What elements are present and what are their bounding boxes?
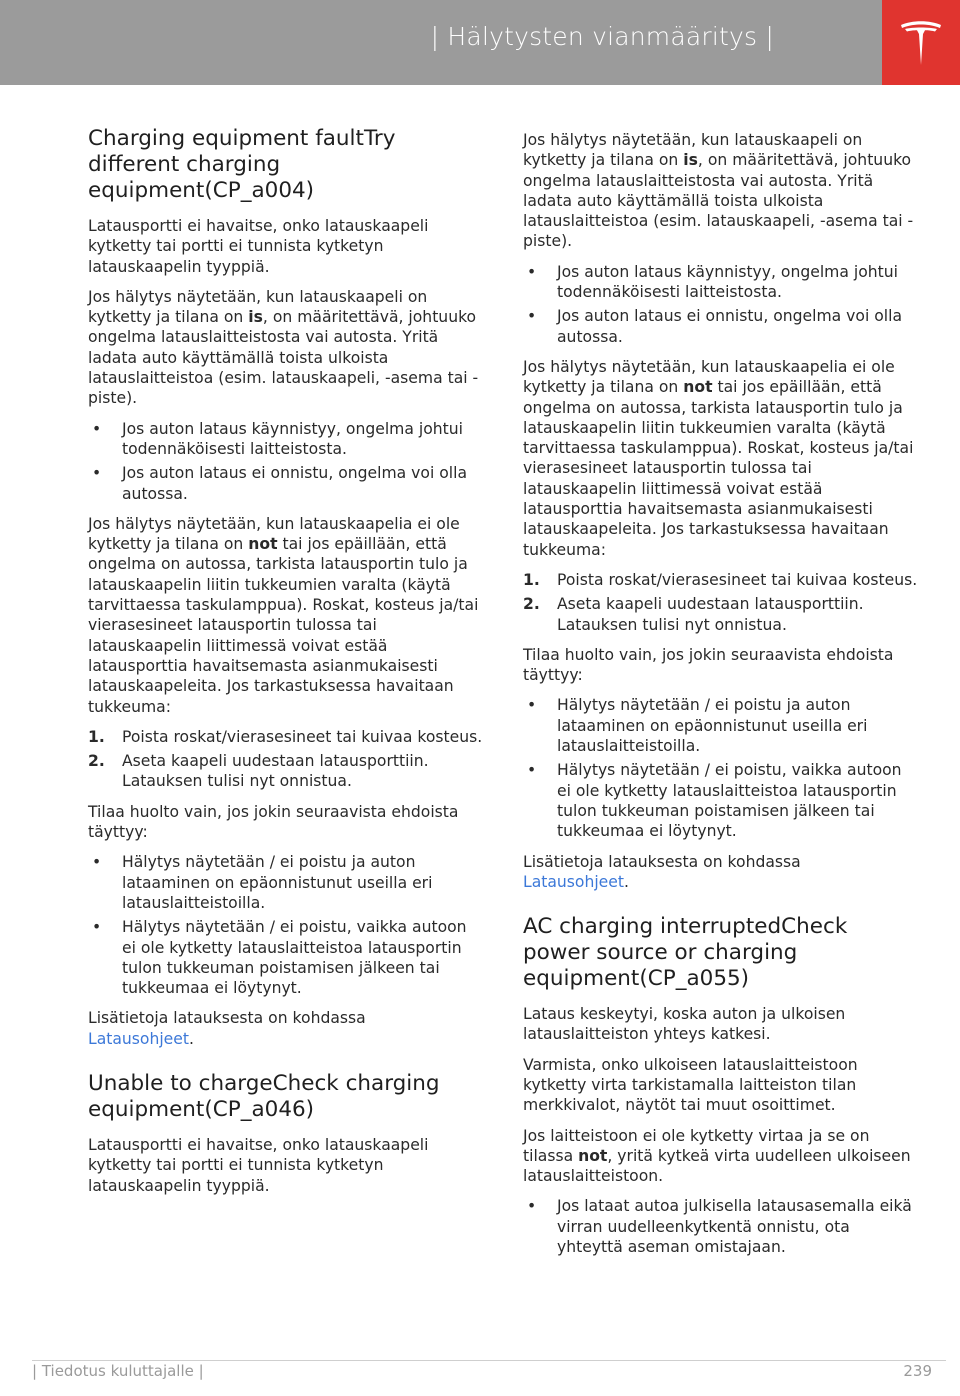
paragraph: Tilaa huolto vain, jos jokin seuraavista ehdoista täyttyy:: [88, 802, 459, 842]
list-item: • Jos auton lataus ei onnistu, ongelma voi olla autossa.: [92, 464, 468, 503]
list-item: 1. Poista roskat/vierasesineet tai kuivaa kosteus.: [88, 727, 483, 746]
paragraph: Latausportti ei havaitse, onko latauskaapeli kytketty tai portti ei tunnista kytketyn latauskaapelin tyyppiä.: [88, 217, 429, 276]
paragraph: Lisätietoja latauksesta on kohdassa Latausohjeet.: [523, 852, 801, 891]
list-item: 2. Aseta kaapeli uudestaan latausporttiin. Latauksen tulisi nyt onnistua.: [88, 752, 429, 791]
list-item: • Hälytys näytetään / ei poistu ja auton lataaminen on epäonnistunut useilla eri latauslaitteistoilla.: [92, 853, 433, 912]
paragraph: Lataus keskeytyi, koska auton ja ulkoisen latauslaitteiston yhteys katkesi.: [523, 1005, 846, 1044]
page-title: | Hälytysten vianmääritys |: [430, 22, 774, 51]
tesla-logo-icon: [898, 19, 944, 67]
list-item: • Hälytys näytetään / ei poistu ja auton lataaminen on epäonnistunut useilla eri latauslaitteistoilla.: [527, 696, 868, 756]
paragraph: Jos hälytys näytetään, kun latauskaapelia ei ole kytketty ja tilana on not tai jos epäillään, että ongelma on autossa, tarkista latausportin tulo ja latauskaapelin liitin tukkeumien varalta (käytä tarvittaessa taskulamppua). Roskat, kosteus ja/tai vierasesineet latausportin tulossa tai latauskaapelin liittimessä voivat estää latausporttia havaitsemasta asianmukaisesti latauskaapeleita. Jos tarkastuksessa havaitaan tukkeuma:: [523, 357, 914, 559]
bullet-list: [523, 1196, 918, 1257]
page-number: 239: [903, 1362, 932, 1380]
bullet-list: [523, 262, 918, 347]
numbered-list: [88, 727, 483, 792]
paragraph: Jos hälytys näytetään, kun latauskaapeli on kytketty ja tilana on is, on määritettävä, johtuuko ongelma latauslaitteistosta vai autosta. Yritä ladata auto käyttämällä toista ulkoista latauslaitteistoa (esim. latauskaapeli, -asema tai -piste).: [88, 287, 479, 408]
charging-instructions-link[interactable]: Latausohjeet: [523, 872, 624, 891]
logo-box: [882, 0, 960, 85]
paragraph: Jos laitteistoon ei ole kytketty virtaa ja se on tilassa not, yritä kytkeä virta uudelleen ulkoiseen latauslaitteistoon.: [523, 1126, 911, 1186]
paragraph: Latausportti ei havaitse, onko latauskaapeli kytketty tai portti ei tunnista kytketyn latauskaapelin tyyppiä.: [88, 1135, 429, 1195]
paragraph: Jos hälytys näytetään, kun latauskaapeli on kytketty ja tilana on is, on määritettävä, johtuuko ongelma latauslaitteistosta vai autosta. Yritä ladata auto käyttämällä toista ulkoista latauslaitteistoa (esim. latauskaapeli, -asema tai -piste).: [523, 131, 914, 251]
bullet-list: [88, 419, 483, 504]
footer-divider: [32, 1360, 946, 1361]
list-item: • Jos auton lataus käynnistyy, ongelma johtui todennäköisesti laitteistosta.: [92, 419, 463, 458]
page-header: [0, 0, 882, 85]
paragraph: Tilaa huolto vain, jos jokin seuraavista ehdoista täyttyy:: [523, 645, 894, 685]
charging-instructions-link[interactable]: Latausohjeet: [88, 1029, 189, 1048]
list-item: • Hälytys näytetään / ei poistu, vaikka autoon ei ole kytketty latauslaitteistoa latausportin tulon tukkeuman poistamisen jälkeen tai tukkeumaa ei löytynyt.: [92, 918, 467, 998]
list-item: • Jos lataat autoa julkisella latausasemalla eikä virran uudelleenkytkentä onnistu, ota yhteyttä aseman omistajaan.: [527, 1197, 912, 1257]
left-column: [88, 126, 483, 1206]
footer-text: | Tiedotus kuluttajalle |: [32, 1362, 204, 1380]
list-item: • Jos auton lataus käynnistyy, ongelma johtui todennäköisesti laitteistosta.: [527, 262, 898, 302]
list-item: 1. Poista roskat/vierasesineet tai kuivaa kosteus.: [523, 570, 918, 589]
list-item: • Hälytys näytetään / ei poistu, vaikka autoon ei ole kytketty latauslaitteistoa latausportin tulon tukkeuman poistamisen jälkeen tai tukkeumaa ei löytynyt.: [527, 761, 902, 841]
section-title-cp-a055: AC charging interruptedCheck power source or charging equipment(CP_a055): [523, 914, 848, 992]
bullet-list: [88, 852, 483, 998]
section-title-cp-a004: Charging equipment faultTry different charging equipment(CP_a004): [88, 126, 396, 203]
bullet-list: [523, 695, 918, 841]
paragraph: Varmista, onko ulkoiseen latauslaitteistoon kytketty virta tarkistamalla laitteiston tilan merkkivalot, näytöt tai muut osoittimet.: [523, 1055, 858, 1115]
list-item: 2. Aseta kaapeli uudestaan latausporttiin. Latauksen tulisi nyt onnistua.: [523, 595, 864, 634]
list-item: • Jos auton lataus ei onnistu, ongelma voi olla autossa.: [527, 307, 903, 346]
paragraph: Jos hälytys näytetään, kun latauskaapelia ei ole kytketty ja tilana on not tai jos epäillään, että ongelma on autossa, tarkista latausportin tulo ja latauskaapelin liitin tukkeumien varalta (käytä tarvittaessa taskulamppua). Roskat, kosteus ja/tai vierasesineet latausportin tulossa tai latauskaapelin liittimessä voivat estää latausporttia havaitsemasta asianmukaisesti latauskaapeleita. Jos tarkastuksessa havaitaan tukkeuma:: [88, 514, 479, 716]
numbered-list: [523, 570, 918, 635]
section-title-cp-a046: Unable to chargeCheck charging equipment(CP_a046): [88, 1070, 440, 1122]
right-column: [523, 130, 918, 1267]
paragraph: Lisätietoja latauksesta on kohdassa Latausohjeet.: [88, 1009, 366, 1048]
